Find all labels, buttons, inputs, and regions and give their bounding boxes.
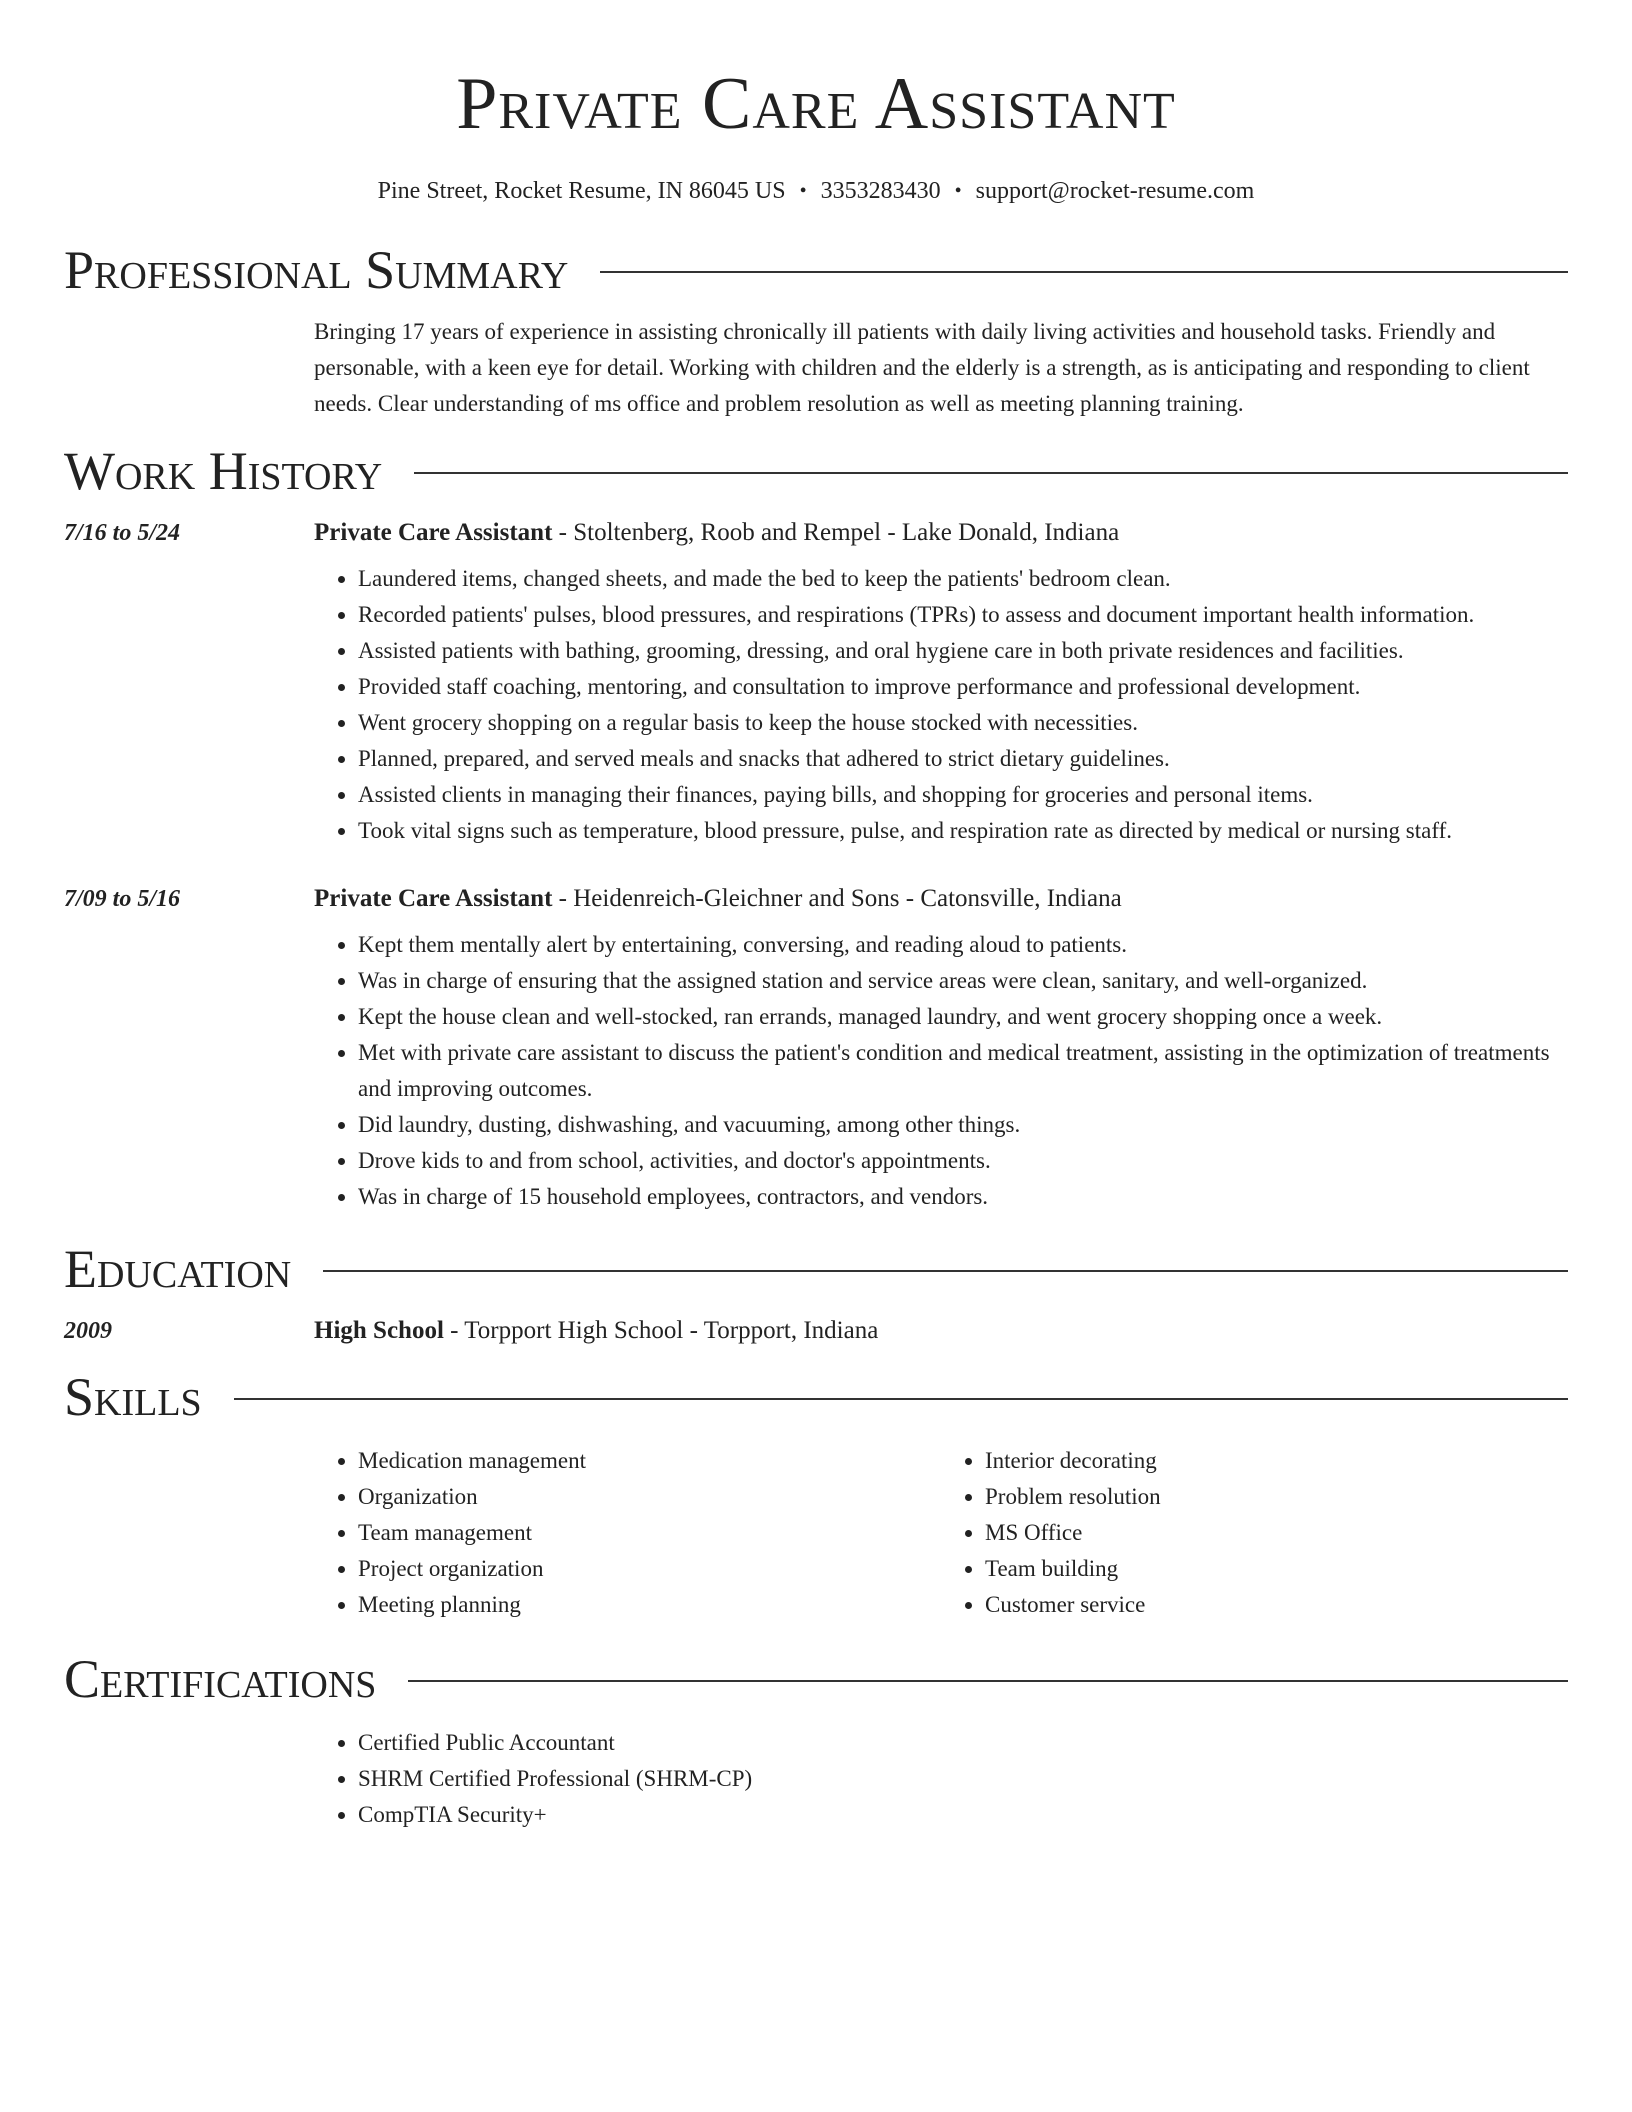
list-item: • Assisted patients with bathing, grooming, dressing, and oral hygiene care in both private residences and facilities. bbox=[358, 633, 1568, 669]
list-item: • Assisted clients in managing their finances, paying bills, and shopping for groceries and personal items. bbox=[358, 777, 1568, 813]
job-bullets bbox=[314, 927, 1568, 1215]
education-title-line bbox=[314, 1315, 1568, 1347]
job-entry bbox=[64, 517, 1568, 849]
job-title-line bbox=[314, 883, 1568, 915]
summary-section bbox=[314, 314, 1568, 422]
section-divider bbox=[323, 1270, 1568, 1272]
certifications-heading: Certifications bbox=[64, 1649, 377, 1709]
contact-separator: • bbox=[954, 180, 962, 202]
certifications-section-header bbox=[64, 1649, 1568, 1709]
skills-column-right bbox=[941, 1443, 1568, 1623]
education-date: 2009 bbox=[64, 1318, 112, 1344]
skills-section-header bbox=[64, 1367, 1568, 1427]
list-item: • Laundered items, changed sheets, and made the bed to keep the patients' bedroom clean. bbox=[358, 561, 1568, 597]
skill-item: • Medication management bbox=[358, 1443, 941, 1479]
education-body bbox=[314, 1315, 1568, 1347]
skill-item: • MS Office bbox=[985, 1515, 1568, 1551]
job-details: - Stoltenberg, Roob and Rempel - Lake Donald, Indiana bbox=[552, 519, 1120, 546]
list-item: • Kept them mentally alert by entertaining, conversing, and reading aloud to patients. bbox=[358, 927, 1568, 963]
skill-item: • Organization bbox=[358, 1479, 941, 1515]
job-date: 7/09 to 5/16 bbox=[64, 886, 181, 912]
certification-item: • Certified Public Accountant bbox=[358, 1725, 1568, 1761]
list-item: • Drove kids to and from school, activities, and doctor's appointments. bbox=[358, 1143, 1568, 1179]
job-date: 7/16 to 5/24 bbox=[64, 520, 181, 546]
list-item: • Did laundry, dusting, dishwashing, and vacuuming, among other things. bbox=[358, 1107, 1568, 1143]
education-details: - Torpport High School - Torpport, Indiana bbox=[443, 1317, 879, 1344]
contact-email: support@rocket-resume.com bbox=[975, 178, 1255, 204]
section-divider bbox=[234, 1398, 1568, 1400]
job-bullets bbox=[314, 561, 1568, 849]
skills-heading: Skills bbox=[64, 1367, 202, 1427]
contact-line bbox=[64, 176, 1568, 207]
list-item: • Provided staff coaching, mentoring, and consultation to improve performance and professional development. bbox=[358, 669, 1568, 705]
list-item: • Went grocery shopping on a regular basis to keep the house stocked with necessities. bbox=[358, 705, 1568, 741]
certification-item: • SHRM Certified Professional (SHRM-CP) bbox=[358, 1761, 1568, 1797]
education-section-header bbox=[64, 1239, 1568, 1299]
certification-item: • CompTIA Security+ bbox=[358, 1797, 1568, 1833]
skill-item: • Customer service bbox=[985, 1587, 1568, 1623]
list-item: • Planned, prepared, and served meals and snacks that adhered to strict dietary guidelines. bbox=[358, 741, 1568, 777]
summary-heading: Professional Summary bbox=[64, 240, 569, 300]
section-divider bbox=[600, 271, 1568, 273]
contact-separator: • bbox=[799, 180, 807, 202]
job-details: - Heidenreich-Gleichner and Sons - Catonsville, Indiana bbox=[552, 885, 1122, 912]
skill-item: • Problem resolution bbox=[985, 1479, 1568, 1515]
education-heading: Education bbox=[64, 1239, 292, 1299]
skill-item: • Meeting planning bbox=[358, 1587, 941, 1623]
section-divider bbox=[414, 472, 1568, 474]
contact-address: Pine Street, Rocket Resume, IN 86045 US bbox=[377, 178, 786, 204]
list-item: • Kept the house clean and well-stocked, ran errands, managed laundry, and went grocery shopping once a week. bbox=[358, 999, 1568, 1035]
contact-phone: 3353283430 bbox=[820, 178, 941, 204]
skill-item: • Interior decorating bbox=[985, 1443, 1568, 1479]
list-item: • Met with private care assistant to discuss the patient's condition and medical treatment, assisting in the optimization of treatments and improving outcomes. bbox=[358, 1035, 1568, 1107]
job-title-line bbox=[314, 517, 1568, 549]
job-title: Private Care Assistant bbox=[314, 885, 553, 912]
list-item: • Took vital signs such as temperature, blood pressure, pulse, and respiration rate as directed by medical or nursing staff. bbox=[358, 813, 1568, 849]
job-body bbox=[314, 517, 1568, 849]
list-item: • Was in charge of 15 household employees, contractors, and vendors. bbox=[358, 1179, 1568, 1215]
skill-item: • Team building bbox=[985, 1551, 1568, 1587]
certifications-bullets bbox=[314, 1725, 1568, 1833]
education-degree: High School bbox=[314, 1317, 444, 1344]
section-divider bbox=[408, 1680, 1568, 1682]
skills-column-left bbox=[314, 1443, 941, 1623]
certifications-list bbox=[314, 1725, 1568, 1833]
education-entry bbox=[64, 1315, 1568, 1347]
summary-section-header bbox=[64, 240, 1568, 300]
job-body bbox=[314, 883, 1568, 1215]
summary-text: Bringing 17 years of experience in assisting chronically ill patients with daily living activities and household tasks. Friendly and personable, with a keen eye for detail. Working with children and the elderly is a strength, as is anticipating and responding to client needs. Clear understanding of ms office and problem resolution as well as meeting planning training. bbox=[314, 319, 1530, 416]
skills-list bbox=[314, 1443, 1568, 1623]
work-heading: Work History bbox=[64, 441, 383, 501]
list-item: • Was in charge of ensuring that the assigned station and service areas were clean, sanitary, and well-organized. bbox=[358, 963, 1568, 999]
skill-item: • Team management bbox=[358, 1515, 941, 1551]
work-section-header bbox=[64, 441, 1568, 501]
list-item: • Recorded patients' pulses, blood pressures, and respirations (TPRs) to assess and document important health information. bbox=[358, 597, 1568, 633]
skill-item: • Project organization bbox=[358, 1551, 941, 1587]
job-entry bbox=[64, 883, 1568, 1215]
job-title: Private Care Assistant bbox=[314, 519, 553, 546]
candidate-name: Private Care Assistant bbox=[456, 63, 1176, 145]
